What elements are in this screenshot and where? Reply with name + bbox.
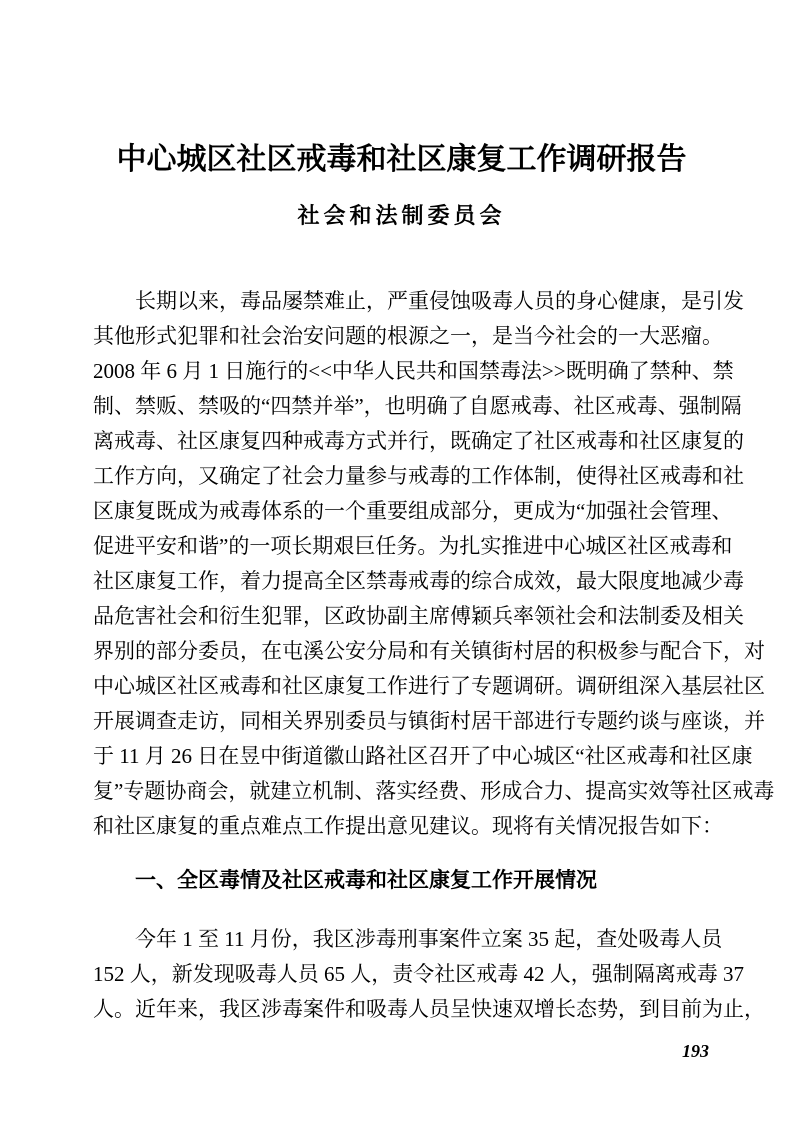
section-heading: 一、全区毒情及社区戒毒和社区康复工作开展情况 (135, 868, 597, 892)
text-line: 复”专题协商会，就建立机制、落实经费、形成合力、提高实效等社区戒毒 (93, 779, 775, 803)
document-author-line: 社会和法制委员会 (297, 203, 506, 229)
text-line: 界别的部分委员，在屯溪公安分局和有关镇街村居的积极参与配合下，对 (93, 639, 765, 663)
intro-paragraph (93, 284, 775, 844)
document-title: 中心城区社区戒毒和社区康复工作调研报告 (116, 142, 687, 177)
page-number: 193 (682, 1041, 709, 1061)
text-line: 促进平安和谐”的一项长期艰巨任务。为扎实推进中心城区社区戒毒和 (93, 534, 733, 558)
text-line: 其他形式犯罪和社会治安问题的根源之一，是当今社会的一大恶瘤。 (93, 324, 723, 348)
text-line: 和社区康复的重点难点工作提出意见建议。现将有关情况报告如下： (93, 814, 723, 838)
text-line: 长期以来，毒品屡禁难止，严重侵蚀吸毒人员的身心健康，是引发 (135, 289, 744, 313)
text-line: 制、禁贩、禁吸的“四禁并举”，也明确了自愿戒毒、社区戒毒、强制隔 (93, 394, 742, 418)
text-line: 2008 年 6 月 1 日施行的<<中华人民共和国禁毒法>>既明确了禁种、禁 (93, 359, 734, 383)
text-line: 152 人，新发现吸毒人员 65 人，责令社区戒毒 42 人，强制隔离戒毒 37 (93, 962, 744, 986)
text-line: 开展调查走访，同相关界别委员与镇街村居干部进行专题约谈与座谈，并 (93, 709, 765, 733)
text-line: 中心城区社区戒毒和社区康复工作进行了专题调研。调研组深入基层社区 (93, 674, 765, 698)
section-paragraph (93, 922, 765, 1027)
text-line: 今年 1 至 11 月份，我区涉毒刑事案件立案 35 起，查处吸毒人员 (135, 927, 723, 951)
text-line: 人。近年来，我区涉毒案件和吸毒人员呈快速双增长态势，到目前为止， (93, 997, 765, 1021)
text-line: 社区康复工作，着力提高全区禁毒戒毒的综合成效，最大限度地减少毒 (93, 569, 744, 593)
text-line: 离戒毒、社区康复四种戒毒方式并行，既确定了社区戒毒和社区康复的 (93, 429, 744, 453)
text-line: 品危害社会和衍生犯罪，区政协副主席傅颖兵率领社会和法制委及相关 (93, 604, 744, 628)
text-line: 工作方向，又确定了社会力量参与戒毒的工作体制，使得社区戒毒和社 (93, 464, 744, 488)
text-line: 于 11 月 26 日在昱中街道徽山路社区召开了中心城区“社区戒毒和社区康 (93, 744, 753, 768)
text-line: 区康复既成为戒毒体系的一个重要组成部分，更成为“加强社会管理、 (93, 499, 733, 523)
